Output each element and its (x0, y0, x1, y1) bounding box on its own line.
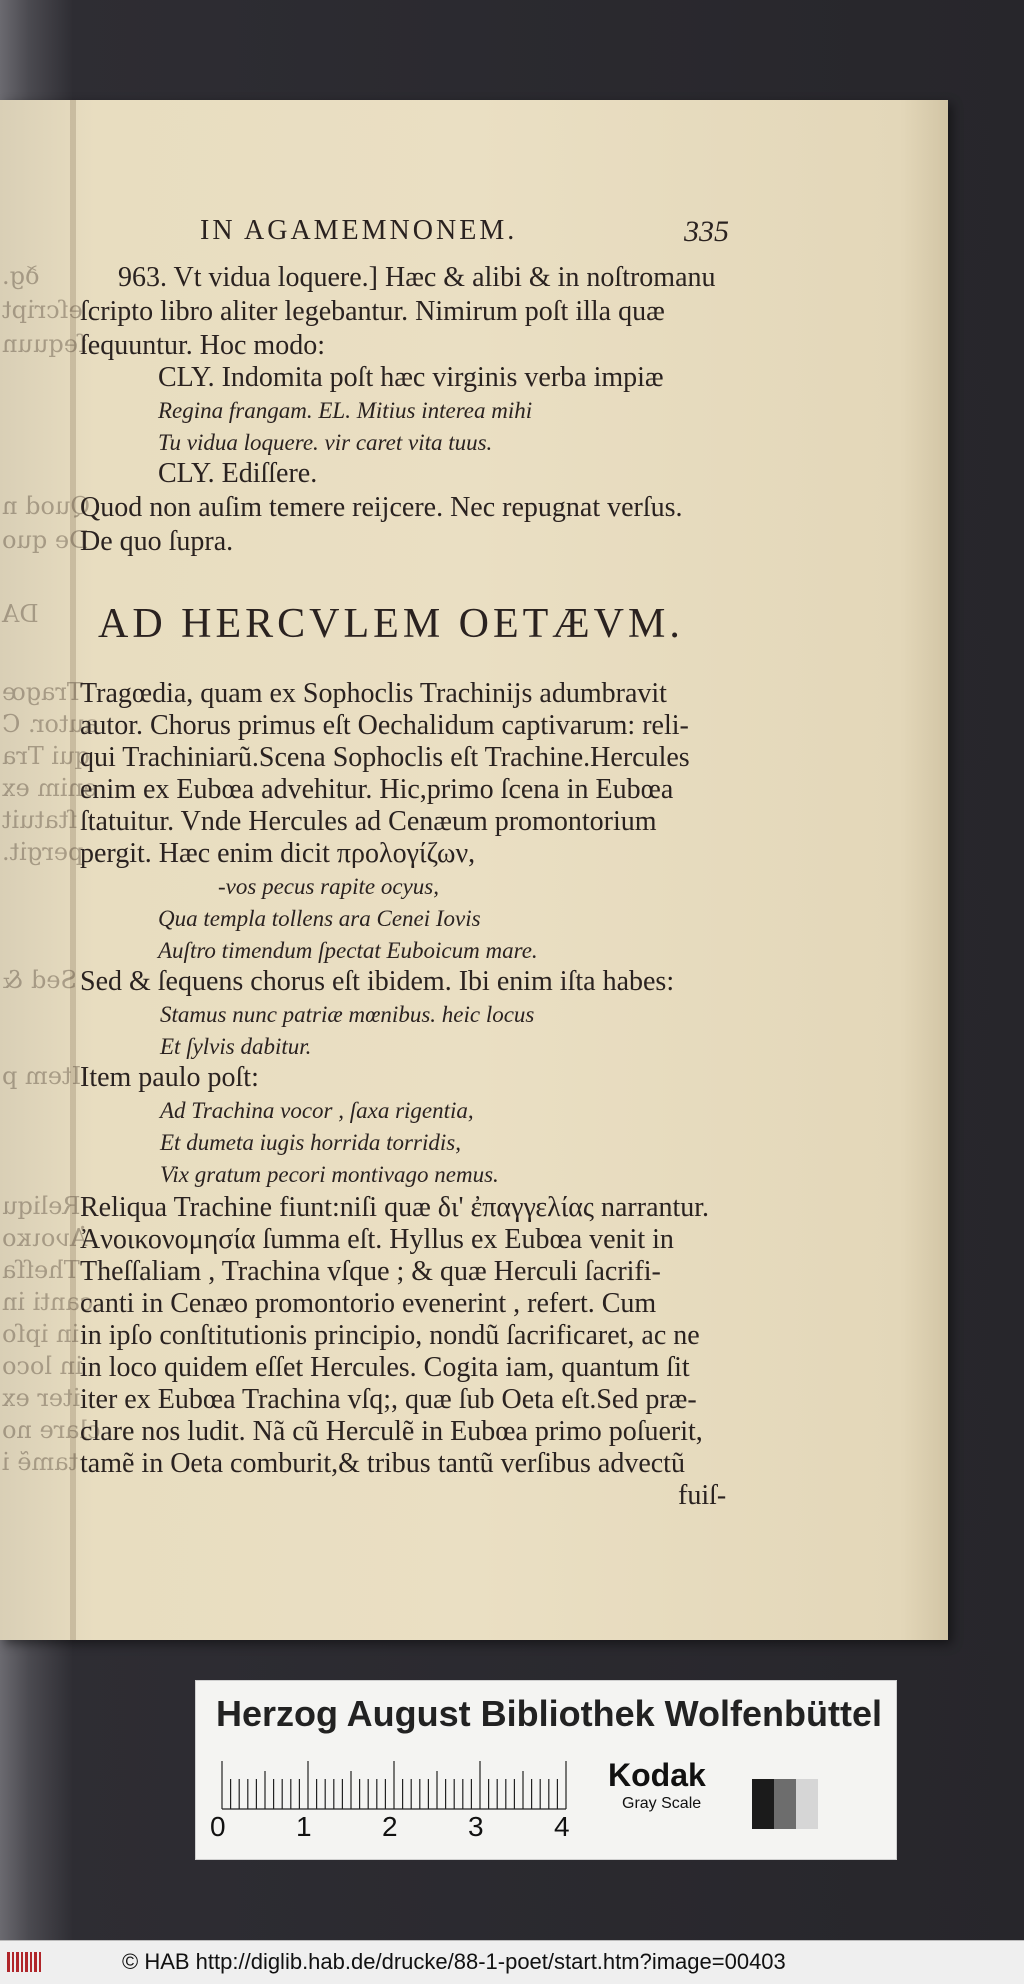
text-line: ſtatuitur. Vnde Hercules ad Cenæum promontorium (80, 806, 657, 837)
text-line: ſcripto libro aliter legebantur. Nimirum poſt illa quæ (80, 296, 665, 327)
text-line: qui Trachiniarũ.Scena Sophoclis eſt Trachine.Hercules (80, 742, 690, 773)
verse-line: Stamus nunc patriæ mœnibus. heic locus (160, 1002, 535, 1027)
text-line: canti in Cenæo promontorio evenerint , refert. Cum (80, 1288, 657, 1319)
text-line: Reliqua Trachine fiunt:niſi quæ δι' ἐπαγγελίας narrantur. (80, 1192, 710, 1223)
ghost-text: iter ex (2, 1384, 81, 1412)
ghost-text: pergit. (2, 838, 84, 866)
verse-line: Regina frangam. EL. Mitius interea mihi (158, 398, 533, 423)
kodak-brand: Kodak (608, 1757, 706, 1793)
verse-line: Tu vidua loquere. vir caret vita tuus. (158, 430, 493, 455)
scale-label: 4 (554, 1811, 570, 1842)
text-line: Tragœdia, quam ex Sophoclis Trachinijs adumbravit (80, 678, 667, 709)
verse-line: Vix gratum pecori montivago nemus. (160, 1162, 499, 1187)
verse-line: -vos pecus rapite ocyus, (218, 874, 439, 899)
verse-line: Ad Trachina vocor , ſaxa rigentia, (160, 1098, 474, 1123)
scale-label: 1 (296, 1811, 312, 1842)
verse-line: Auſtro timendum ſpectat Euboicum mare. (158, 938, 538, 963)
catchword: fuiſ- (678, 1480, 727, 1511)
text-line: enim ex Eubœa advehitur. Hic,primo ſcena in Eubœa (80, 774, 674, 805)
gray-swatch-light (796, 1779, 818, 1829)
text-line: iter ex Eubœa Trachina vſq;, quæ ſub Oeta eſt.Sed præ- (80, 1384, 697, 1415)
text-line: De quo ſupra. (80, 526, 234, 557)
color-reference-card (195, 1680, 897, 1860)
ghost-text: canti in (2, 1288, 94, 1316)
ghost-text: autor. C (2, 710, 99, 738)
ghost-text: clare no (2, 1416, 101, 1444)
footer-bar (0, 1940, 1024, 1984)
text-line: clare nos ludit. Nã cũ Herculẽ in Eubœa primo poſuerit, (80, 1416, 703, 1447)
library-name: Herzog August Bibliothek Wolfenbüttel (216, 1693, 882, 1734)
verse-line: Qua templa tollens ara Cenei Iovis (158, 906, 481, 931)
gray-scale-label: Gray Scale (622, 1795, 702, 1812)
verse-line: CLY. Ediſſere. (158, 458, 318, 489)
scale-label: 3 (468, 1811, 484, 1842)
ghost-text: De quo (2, 526, 89, 554)
text-line: Quod non auſim temere reijcere. Nec repugnat verſus. (80, 492, 683, 523)
text-line: Sed & ſequens chorus eſt ibidem. Ibi enim iſta habes: (80, 966, 675, 997)
gray-swatch-mid (774, 1779, 796, 1829)
text-line: pergit. Hæc enim dicit προλογίζων, (80, 838, 476, 869)
ghost-text: Tragœ (2, 678, 83, 706)
text-line: in loco quidem eſſet Hercules. Cogita iam, quantum ſit (80, 1352, 690, 1383)
text-line: ſequuntur. Hoc modo: (80, 330, 325, 361)
ghost-text: eſcript (2, 296, 83, 324)
ghost-text: ðg. (2, 262, 40, 290)
gray-swatch-dark (752, 1779, 774, 1829)
verse-line: Et ſylvis dabitur. (160, 1034, 312, 1059)
text-line: autor. Chorus primus eſt Oechalidum captivarum: reli- (80, 710, 689, 741)
verse-line: Et dumeta iugis horrida torridis, (160, 1130, 461, 1155)
verse-line: CLY. Indomita poſt hæc virginis verba impiæ (158, 362, 664, 393)
ghost-text: enim ex (2, 774, 98, 802)
scale-label: 2 (382, 1811, 398, 1842)
ghost-text: ſequun (2, 330, 87, 358)
ghost-text: DA (2, 600, 39, 628)
ghost-text: Theſſa (2, 1256, 80, 1284)
running-head: IN AGAMEMNONEM. (200, 215, 518, 246)
text-line: Theſſaliam , Trachina vſque ; & quæ Herculi ſacrifi- (80, 1256, 661, 1287)
ghost-text: qui Tra (2, 742, 90, 770)
text-line: 963. Vt vidua loquere.] Hæc & alibi & in noſtromanu (118, 262, 716, 293)
ghost-text: Quod n (2, 492, 91, 520)
ghost-text: Ἀνοικο (2, 1224, 88, 1252)
ghost-text: in ipſo (2, 1320, 80, 1348)
hab-logo-icon (6, 1949, 46, 1975)
text-line: in ipſo conſtitutionis principio, nondũ ſacrificaret, ac ne (80, 1320, 700, 1351)
ghost-text: tamẽ i (2, 1448, 79, 1476)
copyright-url: © HAB http://diglib.hab.de/drucke/88-1-poet/start.htm?image=00403 (122, 1949, 786, 1974)
page-number: 335 (684, 215, 729, 248)
ghost-text: in loco (2, 1352, 83, 1380)
text-line: Item paulo poſt: (80, 1062, 259, 1093)
scale-label: 0 (210, 1811, 226, 1842)
section-title: AD HERCVLEM OETÆVM. (98, 601, 684, 647)
ghost-text: ſtatuit (2, 806, 78, 834)
ghost-text: Sed & (2, 966, 77, 994)
ghost-text: Item p (2, 1062, 82, 1090)
text-line: Ἀνοικονομησία ſumma eſt. Hyllus ex Eubœa venit in (80, 1224, 674, 1255)
ghost-text: Reliqu (2, 1192, 81, 1220)
text-line: tamẽ in Oeta comburit,& tribus tantũ verſibus advectũ (80, 1448, 685, 1479)
scale-ruler (218, 1761, 578, 1811)
